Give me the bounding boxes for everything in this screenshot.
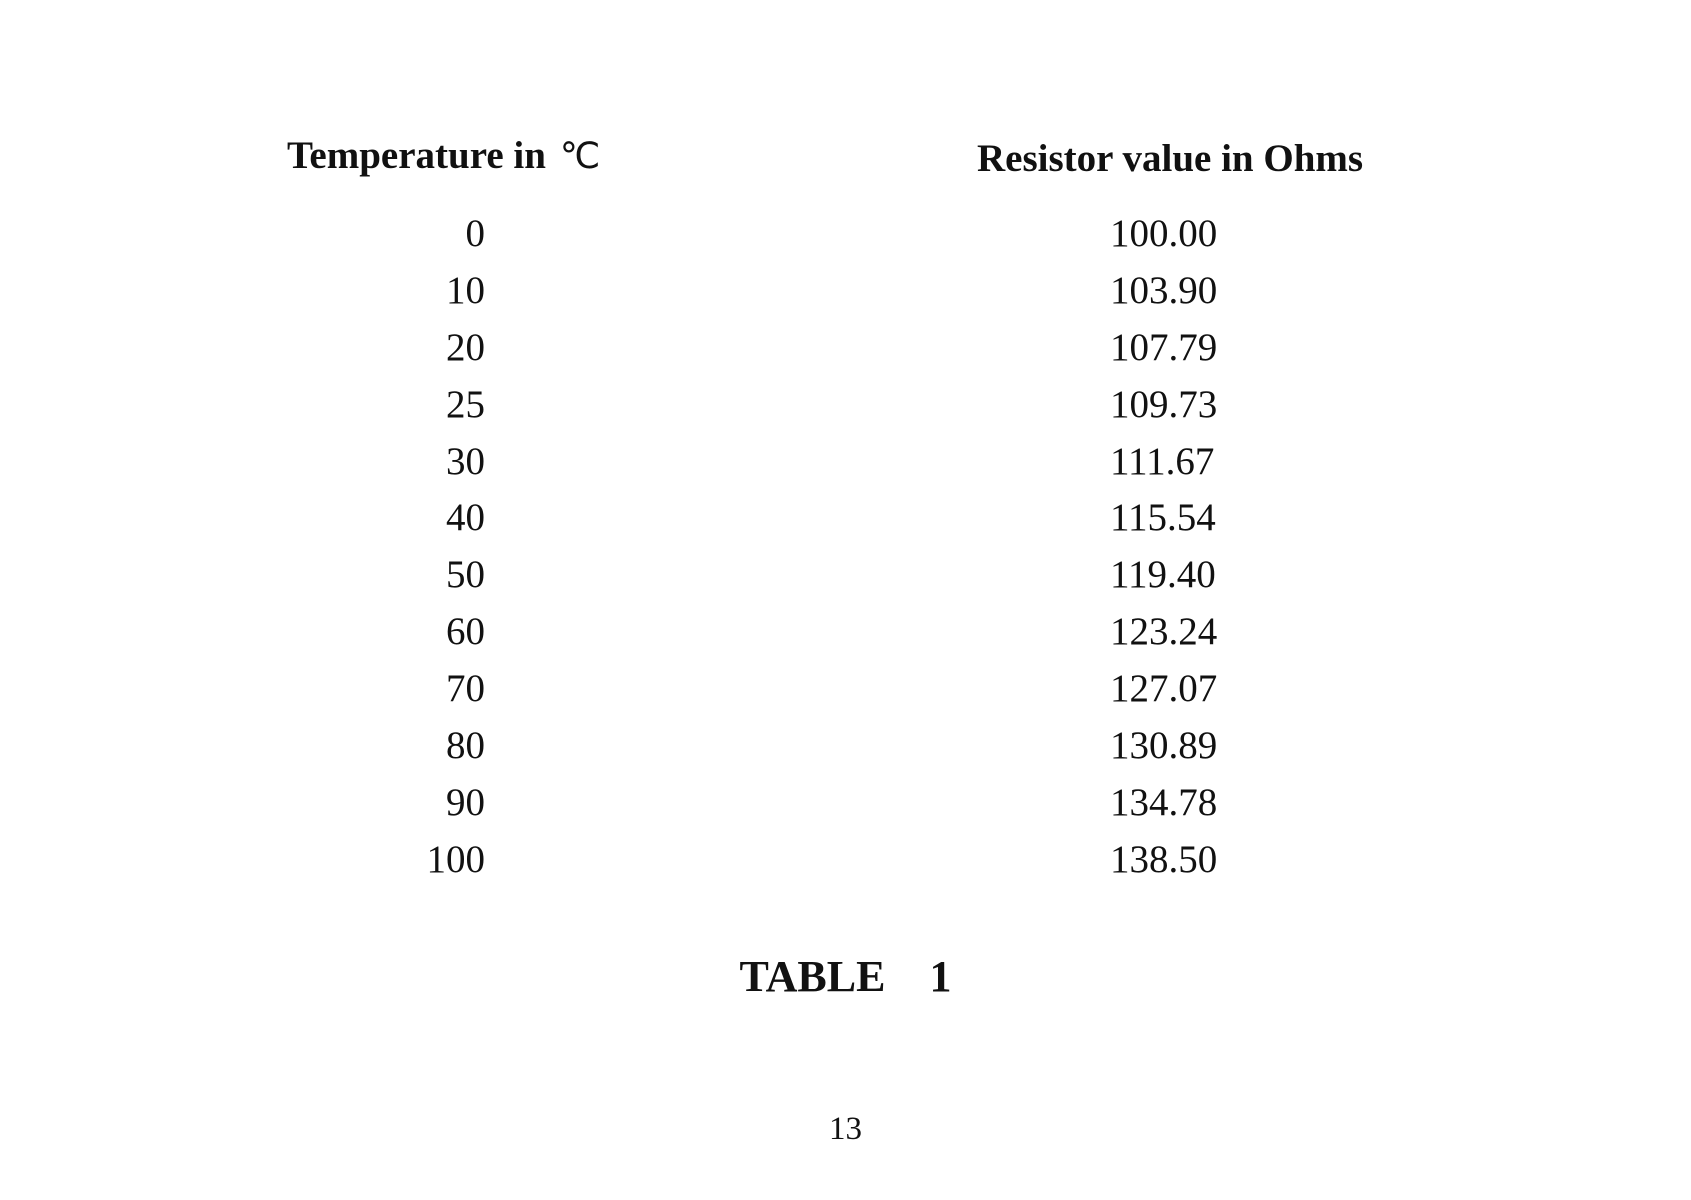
resistance-column-header: Resistor value in Ohms: [977, 137, 1364, 180]
temperature-cell: 80: [446, 724, 485, 768]
temperature-column-header: [287, 136, 600, 175]
resistance-cell: 115.54: [1110, 496, 1216, 540]
temperature-cell: 40: [446, 496, 485, 540]
temperature-column: [380, 213, 485, 896]
resistance-cell: 111.67: [1110, 439, 1215, 483]
temperature-header-label: Temperature in: [287, 134, 546, 177]
temperature-cell: 60: [446, 610, 485, 654]
resistance-cell: 130.89: [1110, 724, 1218, 768]
resistance-cell: 134.78: [1110, 780, 1218, 824]
resistance-cell: 100.00: [1110, 212, 1218, 255]
resistance-cell: 119.40: [1110, 553, 1216, 597]
temperature-cell: 0: [465, 212, 485, 255]
resistance-cell: 109.73: [1110, 382, 1218, 426]
page-number: 13: [829, 1111, 862, 1147]
temperature-cell: 70: [446, 667, 485, 711]
celsius-unit-symbol: ℃: [559, 136, 601, 177]
resistance-cell: 123.24: [1110, 610, 1218, 654]
temperature-cell: 20: [446, 325, 485, 369]
temperature-cell: 90: [446, 780, 485, 824]
temperature-cell: 100: [426, 837, 485, 881]
table-caption: TABLE 1: [739, 952, 952, 1001]
resistance-cell: 138.50: [1110, 837, 1218, 881]
temperature-cell: 50: [446, 553, 485, 597]
resistance-cell: 107.79: [1110, 325, 1218, 369]
resistance-cell: 127.07: [1110, 667, 1218, 711]
temperature-cell: 10: [446, 268, 485, 312]
resistance-column: [1110, 213, 1265, 896]
resistance-cell: 103.90: [1110, 268, 1218, 312]
temperature-cell: 25: [446, 382, 485, 426]
temperature-cell: 30: [446, 439, 485, 483]
